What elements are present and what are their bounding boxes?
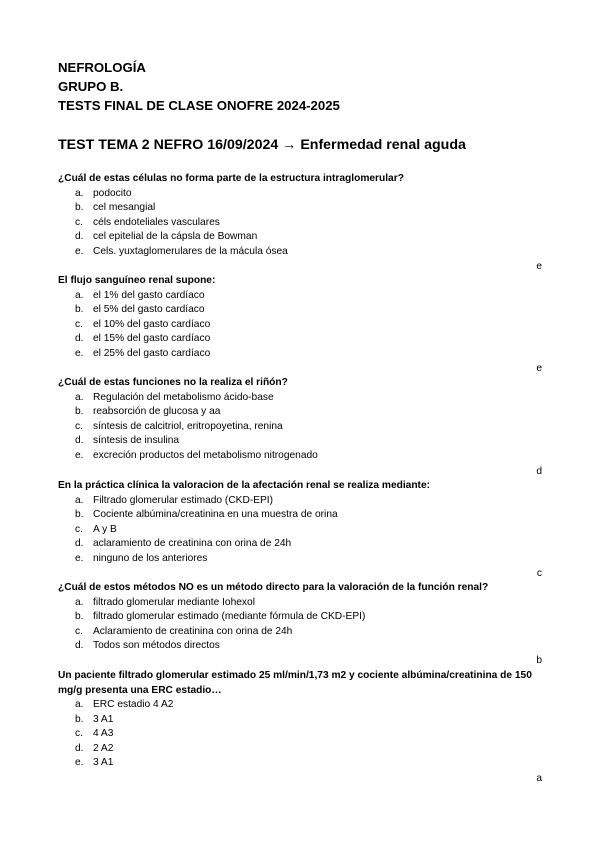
option-text: 2 A2 bbox=[93, 742, 114, 754]
option-letter: a. bbox=[75, 699, 84, 710]
option-letter: c. bbox=[75, 420, 83, 432]
option-text: el 25% del gasto cardíaco bbox=[93, 347, 211, 359]
option-item bbox=[58, 508, 558, 523]
option-item bbox=[58, 713, 558, 728]
option-letter: a. bbox=[75, 391, 84, 403]
option-list bbox=[58, 391, 558, 464]
option-item bbox=[58, 201, 558, 216]
option-letter: d. bbox=[75, 333, 84, 345]
question-text: Un paciente filtrado glomerular estimado 25 ml/min/1,73 m2 y cociente albúmina/creatinina de 150 mg/g presenta una ERC estadio… bbox=[58, 670, 532, 696]
option-item bbox=[58, 596, 558, 611]
option-letter: c. bbox=[75, 318, 83, 330]
option-text: el 15% del gasto cardíaco bbox=[93, 333, 211, 345]
option-text: ERC estadio 4 A2 bbox=[93, 699, 174, 710]
option-letter: b. bbox=[75, 202, 84, 214]
option-text: Filtrado glomerular estimado (CKD-EPI) bbox=[93, 494, 274, 506]
option-letter: c. bbox=[75, 625, 83, 637]
answer-key: e bbox=[536, 363, 542, 374]
option-letter: b. bbox=[75, 406, 84, 418]
option-letter: d. bbox=[75, 640, 84, 652]
option-item bbox=[58, 537, 558, 552]
question-text: ¿Cuál de estas células no forma parte de la estructura intraglomerular? bbox=[58, 173, 404, 184]
option-item bbox=[58, 625, 558, 640]
option-letter: e. bbox=[75, 552, 84, 564]
option-letter: d. bbox=[75, 435, 84, 447]
option-text: excreción productos del metabolismo nitrogenado bbox=[93, 449, 318, 461]
option-item bbox=[58, 230, 558, 245]
option-item bbox=[58, 216, 558, 231]
option-letter: c. bbox=[75, 216, 83, 228]
option-text: Cociente albúmina/creatinina en una muestra de orina bbox=[93, 509, 338, 521]
option-text: 4 A3 bbox=[93, 728, 114, 740]
option-letter: c. bbox=[75, 728, 83, 740]
option-item bbox=[58, 318, 558, 333]
option-text: A y B bbox=[93, 523, 117, 535]
option-letter: e. bbox=[75, 245, 84, 257]
option-letter: a. bbox=[75, 289, 84, 301]
option-item bbox=[58, 434, 558, 449]
option-list bbox=[58, 698, 558, 771]
option-letter: d. bbox=[75, 538, 84, 550]
option-item bbox=[58, 332, 558, 347]
option-item bbox=[58, 698, 558, 713]
option-letter: e. bbox=[75, 449, 84, 461]
answer-key: c bbox=[536, 568, 542, 579]
option-letter: b. bbox=[75, 509, 84, 521]
option-letter: b. bbox=[75, 611, 84, 623]
header-title: TESTS FINAL DE CLASE ONOFRE 2024-2025 bbox=[58, 98, 340, 113]
question-text: El flujo sanguíneo renal supone: bbox=[58, 275, 216, 286]
option-item bbox=[58, 494, 558, 509]
option-letter: a. bbox=[75, 494, 84, 506]
option-text: síntesis de calcitriol, eritropoyetina, renina bbox=[93, 420, 283, 432]
option-item bbox=[58, 420, 558, 435]
option-text: filtrado glomerular mediante Iohexol bbox=[93, 596, 255, 608]
question-3 bbox=[58, 376, 558, 463]
option-text: filtrado glomerular estimado (mediante fórmula de CKD-EPI) bbox=[93, 611, 366, 623]
option-list bbox=[58, 187, 558, 260]
question-text: ¿Cuál de estos métodos NO es un método directo para la valoración de la función renal? bbox=[58, 582, 489, 593]
option-letter: d. bbox=[75, 742, 84, 754]
option-list bbox=[58, 494, 558, 567]
option-text: el 10% del gasto cardíaco bbox=[93, 318, 211, 330]
option-item bbox=[58, 742, 558, 757]
option-letter: b. bbox=[75, 304, 84, 316]
test-title: TEST TEMA 2 NEFRO 16/09/2024 → Enfermedad renal aguda bbox=[58, 137, 466, 153]
answer-key: a bbox=[536, 773, 542, 784]
option-letter: a. bbox=[75, 187, 84, 199]
option-text: Regulación del metabolismo ácido-base bbox=[93, 391, 274, 403]
option-item bbox=[58, 610, 558, 625]
option-item bbox=[58, 289, 558, 304]
option-item bbox=[58, 187, 558, 202]
answer-key: b bbox=[536, 655, 542, 666]
option-item bbox=[58, 639, 558, 654]
option-item bbox=[58, 347, 558, 362]
question-2 bbox=[58, 274, 558, 361]
question-5 bbox=[58, 581, 558, 654]
option-text: ninguno de los anteriores bbox=[93, 552, 208, 564]
option-letter: c. bbox=[75, 523, 83, 535]
question-text: En la práctica clínica la valoracion de la afectación renal se realiza mediante: bbox=[58, 480, 431, 491]
option-text: el 1% del gasto cardíaco bbox=[93, 289, 205, 301]
option-text: 3 A1 bbox=[93, 713, 114, 725]
option-text: cel epitelial de la cápsla de Bowman bbox=[93, 231, 258, 243]
answer-key: d bbox=[536, 466, 542, 477]
option-letter: a. bbox=[75, 596, 84, 608]
option-letter: e. bbox=[75, 757, 84, 769]
option-text: reabsorción de glucosa y aa bbox=[93, 406, 221, 418]
answer-key: e bbox=[536, 261, 542, 272]
option-item bbox=[58, 727, 558, 742]
option-letter: e. bbox=[75, 347, 84, 359]
option-item bbox=[58, 756, 558, 771]
option-item bbox=[58, 391, 558, 406]
option-item bbox=[58, 552, 558, 567]
option-letter: b. bbox=[75, 713, 84, 725]
option-list bbox=[58, 289, 558, 362]
option-item bbox=[58, 405, 558, 420]
option-item bbox=[58, 303, 558, 318]
question-4 bbox=[58, 479, 558, 566]
header-subject: NEFROLOGÍA bbox=[58, 60, 146, 75]
option-item bbox=[58, 245, 558, 260]
document-header bbox=[58, 58, 340, 115]
question-6 bbox=[58, 669, 558, 771]
option-text: podocito bbox=[93, 187, 132, 199]
option-item bbox=[58, 523, 558, 538]
option-text: céls endoteliales vasculares bbox=[93, 216, 220, 228]
option-text: síntesis de insulina bbox=[93, 435, 180, 447]
option-text: Cels. yuxtaglomerulares de la mácula ósea bbox=[93, 245, 288, 257]
option-text: Todos son métodos directos bbox=[93, 640, 220, 652]
option-text: aclaramiento de creatinina con orina de 24h bbox=[93, 538, 292, 550]
option-list bbox=[58, 596, 558, 654]
question-1 bbox=[58, 172, 558, 259]
option-text: cel mesangial bbox=[93, 202, 156, 214]
option-text: 3 A1 bbox=[93, 757, 114, 769]
option-item bbox=[58, 449, 558, 464]
option-text: Aclaramiento de creatinina con orina de 24h bbox=[93, 625, 293, 637]
question-text: ¿Cuál de estas funciones no la realiza el riñón? bbox=[58, 377, 288, 388]
header-group: GRUPO B. bbox=[58, 79, 124, 94]
option-text: el 5% del gasto cardíaco bbox=[93, 304, 205, 316]
option-letter: d. bbox=[75, 231, 84, 243]
